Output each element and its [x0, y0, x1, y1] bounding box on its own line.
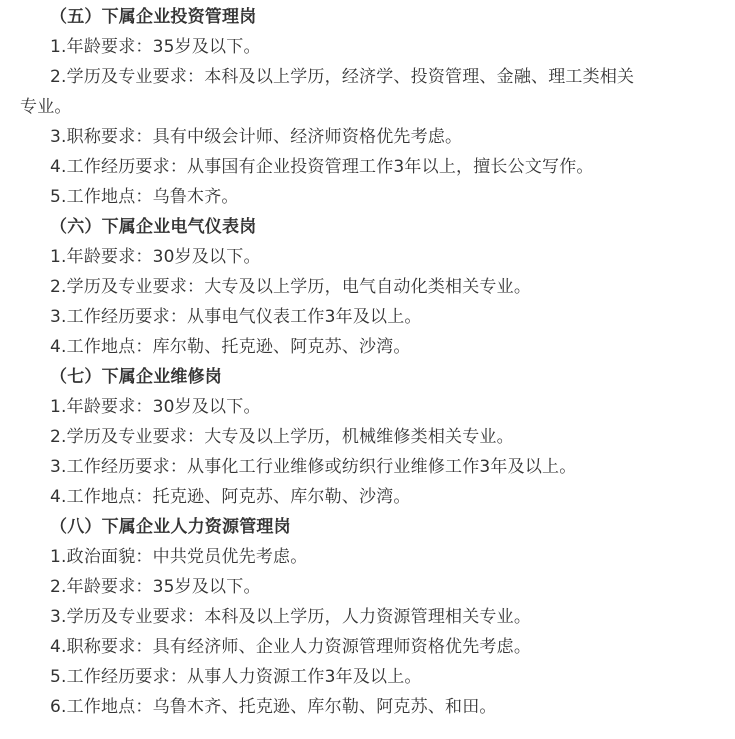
requirement-item: 6.工作地点：乌鲁木齐、托克逊、库尔勒、阿克苏、和田。: [50, 697, 497, 717]
requirement-item: 2.年龄要求：35岁及以下。: [50, 577, 261, 597]
requirement-item: 2.学历及专业要求：大专及以上学历，机械维修类相关专业。: [50, 427, 514, 447]
requirement-item: 1.政治面貌：中共党员优先考虑。: [50, 547, 308, 567]
requirement-item: 1.年龄要求：30岁及以下。: [50, 397, 261, 417]
requirement-item: 4.工作地点：托克逊、阿克苏、库尔勒、沙湾。: [50, 487, 411, 507]
section-heading: （八）下属企业人力资源管理岗: [50, 517, 291, 537]
requirement-item: 3.职称要求：具有中级会计师、经济师资格优先考虑。: [50, 127, 463, 147]
requirement-item: 4.工作地点：库尔勒、托克逊、阿克苏、沙湾。: [50, 337, 411, 357]
requirement-item: 1.年龄要求：30岁及以下。: [50, 247, 261, 267]
requirement-item: 3.学历及专业要求：本科及以上学历，人力资源管理相关专业。: [50, 607, 532, 627]
requirement-item: 4.工作经历要求：从事国有企业投资管理工作3年以上，擅长公文写作。: [50, 157, 594, 177]
requirement-item: 1.年龄要求：35岁及以下。: [50, 37, 261, 57]
requirement-item: 3.工作经历要求：从事化工行业维修或纺织行业维修工作3年及以上。: [50, 457, 577, 477]
requirement-item: 2.学历及专业要求：大专及以上学历，电气自动化类相关专业。: [50, 277, 532, 297]
requirement-item: 3.工作经历要求：从事电气仪表工作3年及以上。: [50, 307, 422, 327]
requirement-item: 2.学历及专业要求：本科及以上学历，经济学、投资管理、金融、理工类相关: [50, 67, 635, 87]
requirement-item: 5.工作经历要求：从事人力资源工作3年及以上。: [50, 667, 422, 687]
requirement-item: 5.工作地点：乌鲁木齐。: [50, 187, 239, 207]
section-heading: （六）下属企业电气仪表岗: [50, 217, 257, 237]
requirement-item-continuation: 专业。: [20, 97, 72, 117]
requirement-item: 4.职称要求：具有经济师、企业人力资源管理师资格优先考虑。: [50, 637, 532, 657]
section-heading: （七）下属企业维修岗: [50, 367, 222, 387]
section-heading: （五）下属企业投资管理岗: [50, 7, 257, 27]
